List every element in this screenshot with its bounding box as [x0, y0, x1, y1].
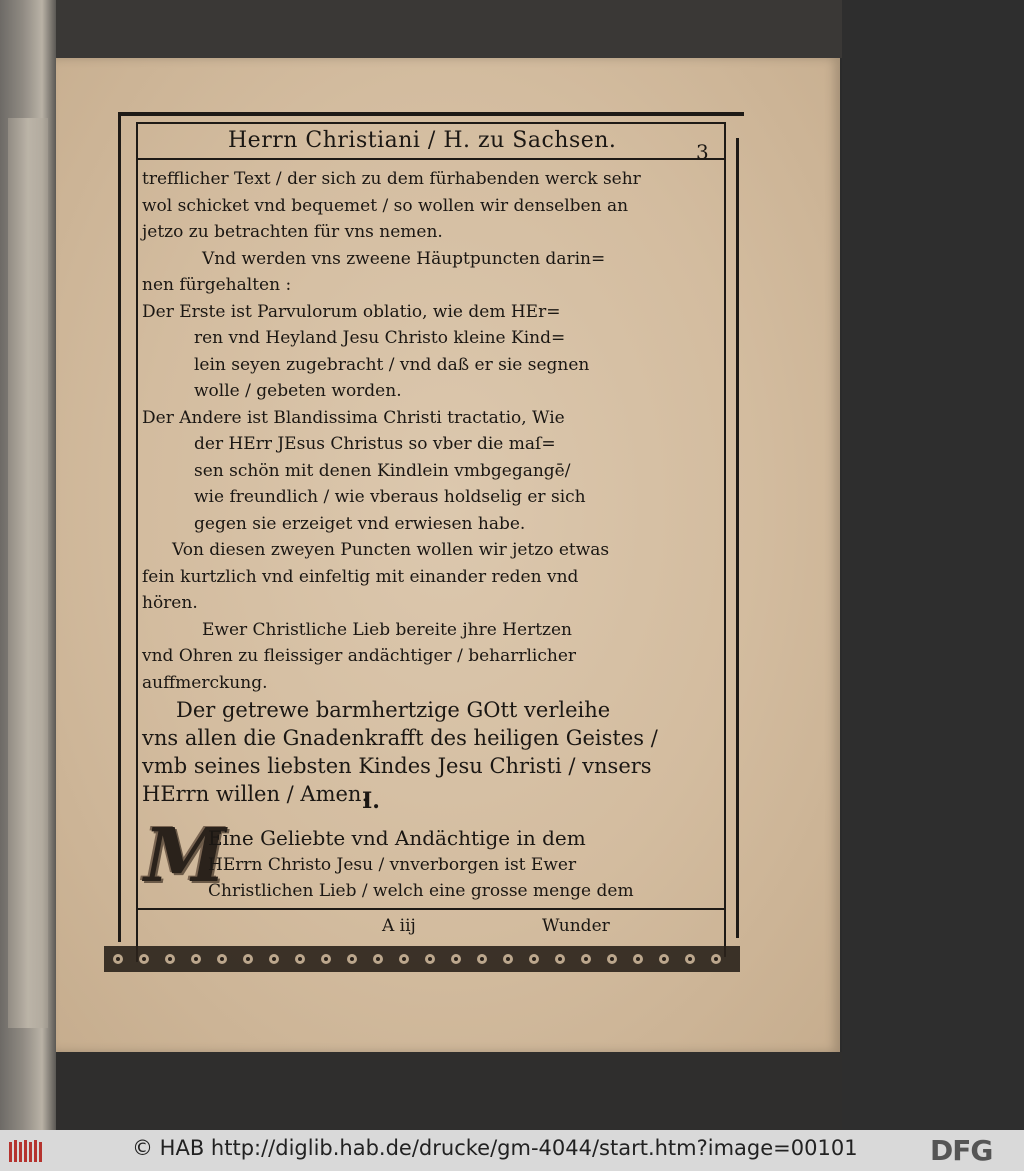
footer-rule — [136, 908, 726, 910]
book-page — [56, 58, 840, 1052]
text-line: Von diesen zweyen Puncten wollen wir jetzo etwas — [172, 540, 610, 560]
source-link[interactable]: © HAB http://diglib.hab.de/drucke/gm-4044/start.htm?image=00101 — [132, 1136, 858, 1160]
dfg-logo: DFG — [930, 1134, 993, 1167]
text-line: ren vnd Heyland Jesu Christo kleine Kind= — [194, 328, 566, 348]
text-line: Eine Geliebte vnd Andächtige in dem — [208, 826, 586, 850]
text-line: wolle / gebeten worden. — [194, 381, 402, 401]
catchword: Wunder — [542, 916, 610, 936]
text-line: nen fürgehalten : — [142, 275, 292, 295]
library-logo-icon — [8, 1138, 44, 1164]
text-line: Der Andere ist Blandissima Christi tractatio, Wie — [142, 407, 565, 428]
text-line: trefflicher Text / der sich zu dem fürhabenden werck sehr — [142, 169, 641, 189]
text-line: der HErr JEsus Christus so vber die maſ= — [194, 434, 556, 454]
text-line: jetzo zu betrachten für vns nemen. — [142, 222, 443, 242]
border-rule — [118, 112, 121, 942]
border-rule — [136, 122, 138, 962]
ornament-border — [104, 944, 740, 974]
text-line: Ewer Christliche Lieb bereite jhre Hertzen — [202, 619, 572, 640]
text-line: Der getrewe barmhertzige GOtt verleihe — [176, 698, 611, 722]
text-line: fein kurtzlich vnd einfeltig mit einander reden vnd — [142, 566, 579, 587]
scan-background-right — [842, 0, 1024, 1130]
text-line: Vnd werden vns zweene Häuptpuncten darin= — [202, 248, 606, 269]
section-text — [208, 824, 678, 904]
scan-background-top — [56, 0, 842, 58]
text-line: HErrn willen / Amen. — [142, 782, 369, 806]
text-line: Der Erste ist Parvulorum oblatio, wie dem HEr= — [142, 301, 561, 322]
text-line: auffmerckung. — [142, 672, 268, 693]
text-line: wol schicket vnd bequemet / so wollen wir denselben an — [142, 195, 629, 216]
text-line: HErrn Christo Jesu / vnverborgen ist Ewer — [208, 855, 577, 875]
text-line: vmb seines liebsten Kindes Jesu Christi / vnsers — [142, 754, 652, 778]
book-spine-strip — [8, 118, 48, 1028]
border-rule — [724, 122, 726, 957]
header-rule — [136, 158, 726, 160]
border-rule — [736, 138, 739, 938]
text-line: hören. — [142, 593, 198, 613]
running-head: Herrn Christiani / H. zu Sachsen. — [228, 128, 617, 153]
body-text — [142, 166, 690, 808]
text-line: Christlichen Lieb / welch eine grosse menge dem — [208, 881, 634, 901]
text-line: wie freundlich / wie vberaus holdselig er sich — [194, 487, 586, 507]
section-number: I. — [362, 788, 380, 814]
adjacent-book-edge — [0, 0, 56, 1130]
text-line: lein seyen zugebracht / vnd daß er sie segnen — [194, 354, 590, 375]
prayer-block — [142, 696, 690, 808]
signature-mark: A iij — [382, 916, 416, 936]
footer-bar — [0, 1130, 1024, 1171]
page-number: 3 — [696, 140, 709, 164]
text-line: sen schön mit denen Kindlein vmbgegangē/ — [194, 460, 571, 481]
text-line: vns allen die Gnadenkrafft des heiligen Geistes / — [142, 726, 658, 750]
text-line: vnd Ohren zu fleissiger andächtiger / beharrlicher — [142, 646, 577, 666]
scan-background-bottom — [56, 1052, 842, 1130]
text-line: gegen sie erzeiget vnd erwiesen habe. — [194, 513, 526, 534]
decorated-initial: M — [144, 813, 226, 899]
border-rule — [136, 122, 724, 124]
border-rule — [118, 112, 744, 116]
